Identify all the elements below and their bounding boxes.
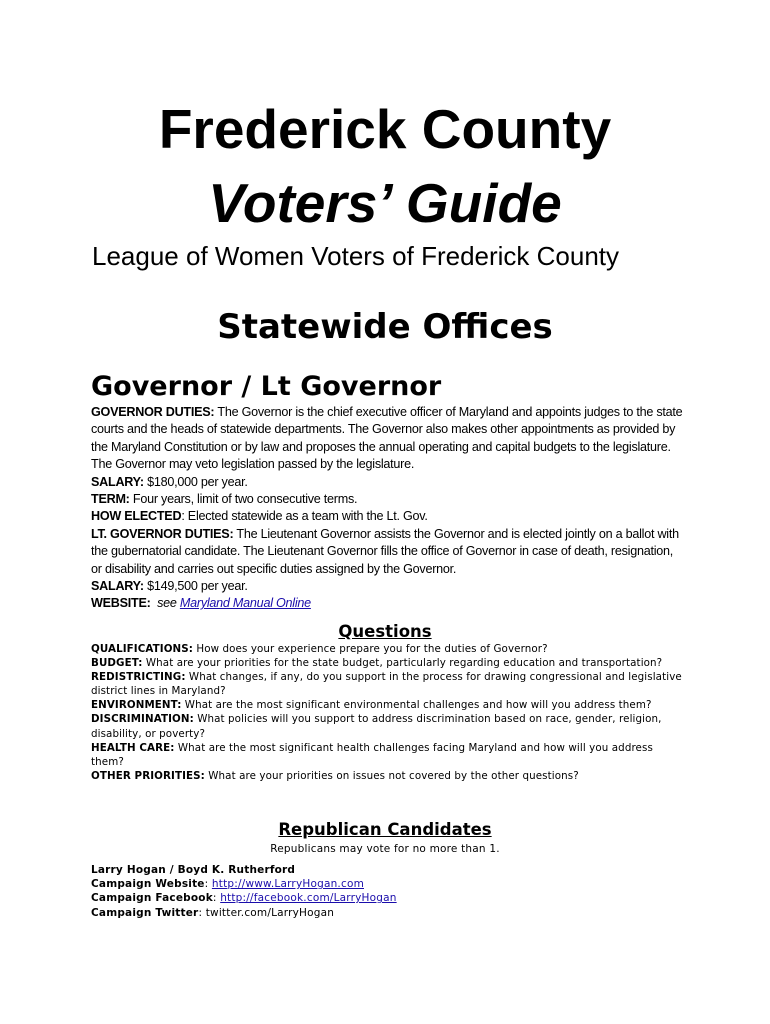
section-title: Statewide Offices xyxy=(217,307,553,347)
question-item xyxy=(91,712,687,740)
party-vote-note: Republicans may vote for no more than 1. xyxy=(270,843,500,855)
campaign-twitter xyxy=(91,906,691,920)
how-elected xyxy=(91,508,683,525)
campaign-website xyxy=(91,877,691,891)
question-label: HEALTH CARE: xyxy=(91,741,175,754)
office-title: Governor / Lt Governor xyxy=(91,371,442,402)
question-label: OTHER PRIORITIES: xyxy=(91,769,205,782)
lt-salary-label: SALARY: xyxy=(91,579,144,594)
campaign-website-label: Campaign Website xyxy=(91,878,205,891)
website xyxy=(91,595,683,612)
question-text: What are the most significant environmental challenges and how will you address them? xyxy=(181,699,652,712)
document-title-subline: Voters’ Guide xyxy=(208,172,562,234)
question-text: What policies will you support to address discrimination based on race, gender, religion, disability, or poverty? xyxy=(91,713,662,740)
how-elected-label: HOW ELECTED xyxy=(91,509,182,524)
term-label: TERM: xyxy=(91,492,130,507)
candidate-entry xyxy=(91,863,691,920)
question-label: ENVIRONMENT: xyxy=(91,699,182,712)
governor-duties-text: The Governor is the chief executive officer of Maryland and appoints judges to the state courts and the heads of statewide departments. The Governor also makes other appointments as provided by the Maryland Constitution or by law and proposes the annual operating and capital budgets to the legislature. The Governor may veto legislation passed by the legislature. xyxy=(91,405,683,472)
lt-governor-duties xyxy=(91,526,683,578)
question-item xyxy=(91,741,687,769)
party-heading: Republican Candidates xyxy=(278,820,492,839)
lt-duties-text: The Lieutenant Governor assists the Governor and is elected jointly on a ballot with the gubernatorial candidate. The Lieutenant Governor fills the office of Governor in case of death, resignation, or disability and carries out specific duties assigned by the Governor. xyxy=(91,526,679,576)
question-label: DISCRIMINATION: xyxy=(91,713,194,726)
questions-heading: Questions xyxy=(338,622,432,641)
campaign-website-link[interactable]: http://www.LarryHogan.com xyxy=(211,878,364,891)
organization-subtitle: League of Women Voters of Frederick County xyxy=(92,241,620,271)
lt-governor-salary xyxy=(91,578,683,595)
question-text: How does your experience prepare you for the duties of Governor? xyxy=(193,643,548,655)
question-item xyxy=(91,642,687,656)
governor-duties xyxy=(91,404,683,474)
governor-salary xyxy=(91,474,683,491)
candidate-names xyxy=(91,863,691,877)
lt-duties-label: LT. GOVERNOR DUTIES: xyxy=(91,526,234,541)
question-text: What are your priorities on issues not covered by the other questions? xyxy=(204,769,579,782)
campaign-facebook xyxy=(91,891,691,905)
question-item xyxy=(91,656,687,670)
website-prefix: see xyxy=(150,596,180,611)
campaign-facebook-label: Campaign Facebook xyxy=(91,892,213,905)
campaign-twitter-label: Campaign Twitter xyxy=(91,906,199,919)
term xyxy=(91,491,683,508)
salary-label: SALARY: xyxy=(91,474,144,489)
campaign-facebook-link[interactable]: http://facebook.com/LarryHogan xyxy=(220,892,397,905)
campaign-website-sep: : xyxy=(204,878,212,891)
question-text: What are your priorities for the state budget, particularly regarding education and transportation? xyxy=(142,657,663,670)
how-elected-text: : Elected statewide as a team with the Lt. Gov. xyxy=(181,509,428,524)
document-title: Frederick County xyxy=(158,98,612,160)
question-label: QUALIFICATIONS: xyxy=(91,643,194,655)
campaign-twitter-text: : twitter.com/LarryHogan xyxy=(198,906,335,919)
question-item xyxy=(91,769,687,783)
question-text: What changes, if any, do you support in the process for drawing congressional and legislative district lines in Maryland? xyxy=(91,671,682,698)
question-text: What are the most significant health challenges facing Maryland and how will you address them? xyxy=(91,741,653,768)
maryland-manual-link[interactable]: Maryland Manual Online xyxy=(179,596,311,611)
website-label: WEBSITE: xyxy=(91,596,151,611)
question-label: BUDGET: xyxy=(91,657,143,670)
question-label: REDISTRICTING: xyxy=(91,671,186,684)
campaign-facebook-sep: : xyxy=(212,892,221,905)
office-duties xyxy=(91,404,683,613)
question-item xyxy=(91,670,687,698)
lt-salary-text: $149,500 per year. xyxy=(143,579,248,594)
term-text: Four years, limit of two consecutive terms. xyxy=(129,492,358,507)
governor-duties-label: GOVERNOR DUTIES: xyxy=(91,405,215,419)
question-item xyxy=(91,698,687,712)
questions-list xyxy=(91,642,687,783)
candidate-names-text: Larry Hogan / Boyd K. Rutherford xyxy=(91,864,296,876)
salary-text: $180,000 per year. xyxy=(143,474,248,489)
